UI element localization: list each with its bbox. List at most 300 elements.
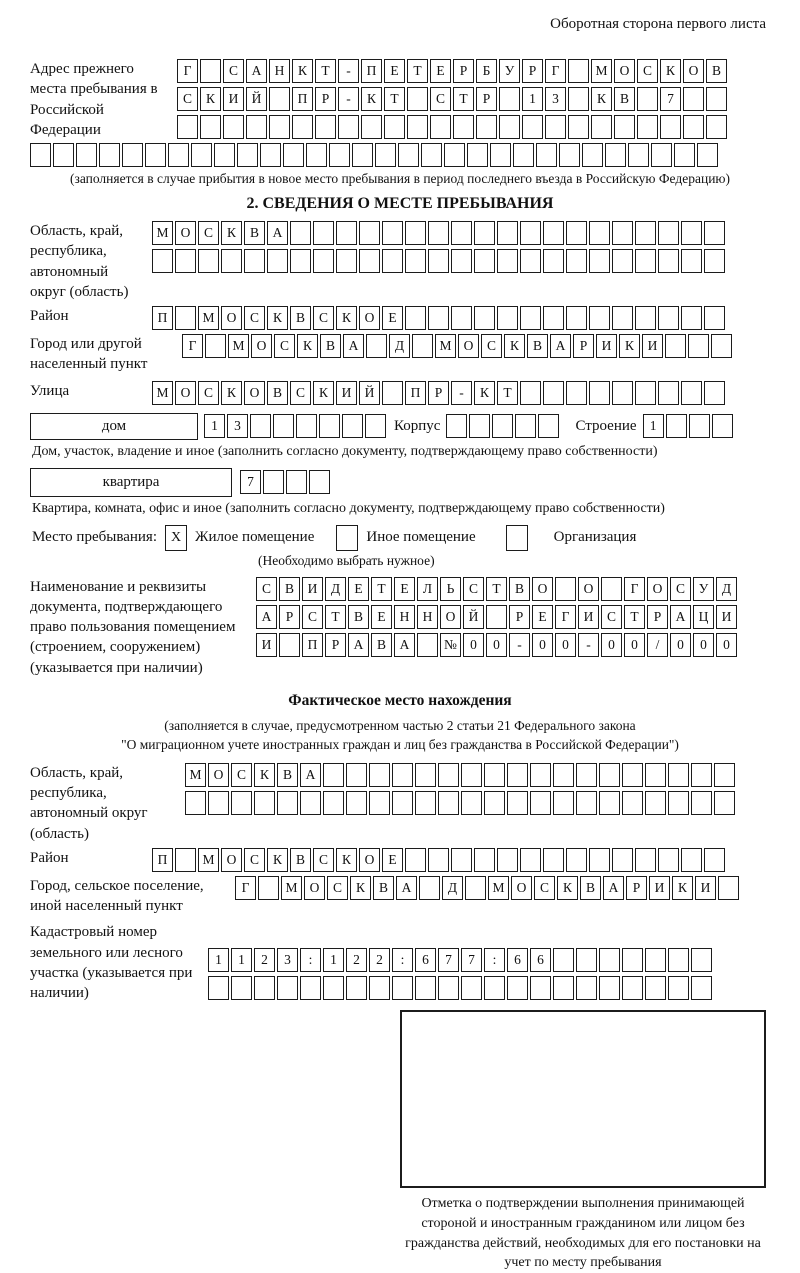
char-cell[interactable]: 1 <box>204 414 225 438</box>
char-cell[interactable] <box>231 791 252 815</box>
char-cell[interactable] <box>412 334 433 358</box>
char-cell[interactable] <box>221 249 242 273</box>
char-cell[interactable]: К <box>200 87 221 111</box>
char-cell[interactable] <box>263 470 284 494</box>
char-cell[interactable] <box>614 115 635 139</box>
char-cell[interactable]: Е <box>384 59 405 83</box>
char-cell[interactable] <box>668 763 689 787</box>
char-cell[interactable] <box>200 59 221 83</box>
char-cell[interactable] <box>338 115 359 139</box>
char-cell[interactable]: С <box>198 221 219 245</box>
char-cell[interactable] <box>599 791 620 815</box>
char-cell[interactable] <box>645 763 666 787</box>
char-cell[interactable]: Е <box>394 577 415 601</box>
char-cell[interactable] <box>277 976 298 1000</box>
char-cell[interactable]: О <box>304 876 325 900</box>
char-cell[interactable]: М <box>152 381 173 405</box>
char-cell[interactable]: А <box>603 876 624 900</box>
char-cell[interactable]: Д <box>442 876 463 900</box>
char-cell[interactable]: Е <box>532 605 553 629</box>
char-cell[interactable] <box>681 221 702 245</box>
char-cell[interactable]: И <box>578 605 599 629</box>
char-cell[interactable]: М <box>198 848 219 872</box>
char-cell[interactable] <box>292 115 313 139</box>
char-cell[interactable]: К <box>297 334 318 358</box>
char-cell[interactable] <box>691 976 712 1000</box>
char-cell[interactable] <box>254 791 275 815</box>
char-cell[interactable]: О <box>175 381 196 405</box>
char-cell[interactable] <box>704 306 725 330</box>
char-cell[interactable] <box>444 143 465 167</box>
char-cell[interactable]: Й <box>359 381 380 405</box>
char-cell[interactable] <box>313 249 334 273</box>
char-cell[interactable]: А <box>343 334 364 358</box>
char-cell[interactable] <box>582 143 603 167</box>
char-cell[interactable]: М <box>281 876 302 900</box>
char-cell[interactable]: М <box>591 59 612 83</box>
char-cell[interactable] <box>499 115 520 139</box>
char-cell[interactable] <box>568 59 589 83</box>
char-cell[interactable] <box>658 249 679 273</box>
char-cell[interactable] <box>382 221 403 245</box>
char-cell[interactable]: М <box>185 763 206 787</box>
char-cell[interactable]: М <box>228 334 249 358</box>
char-cell[interactable] <box>622 976 643 1000</box>
char-cell[interactable] <box>530 976 551 1000</box>
char-cell[interactable] <box>691 763 712 787</box>
char-cell[interactable] <box>392 791 413 815</box>
char-cell[interactable] <box>465 876 486 900</box>
char-cell[interactable]: А <box>246 59 267 83</box>
char-cell[interactable] <box>342 414 363 438</box>
char-cell[interactable] <box>428 848 449 872</box>
char-cell[interactable]: - <box>509 633 530 657</box>
char-cell[interactable] <box>513 143 534 167</box>
char-cell[interactable]: С <box>274 334 295 358</box>
char-cell[interactable] <box>53 143 74 167</box>
char-cell[interactable] <box>200 115 221 139</box>
char-cell[interactable] <box>175 249 196 273</box>
char-cell[interactable] <box>168 143 189 167</box>
char-cell[interactable] <box>601 577 622 601</box>
char-cell[interactable] <box>668 791 689 815</box>
char-cell[interactable] <box>405 848 426 872</box>
char-cell[interactable]: М <box>152 221 173 245</box>
char-cell[interactable] <box>499 87 520 111</box>
char-cell[interactable]: К <box>557 876 578 900</box>
char-cell[interactable] <box>254 976 275 1000</box>
char-cell[interactable] <box>484 976 505 1000</box>
char-cell[interactable] <box>250 414 271 438</box>
char-cell[interactable]: О <box>511 876 532 900</box>
char-cell[interactable] <box>415 763 436 787</box>
char-cell[interactable] <box>645 948 666 972</box>
char-cell[interactable]: С <box>670 577 691 601</box>
char-cell[interactable]: К <box>474 381 495 405</box>
char-cell[interactable] <box>484 763 505 787</box>
char-cell[interactable] <box>635 221 656 245</box>
char-cell[interactable]: С <box>637 59 658 83</box>
char-cell[interactable] <box>366 334 387 358</box>
char-cell[interactable]: К <box>313 381 334 405</box>
char-cell[interactable] <box>323 763 344 787</box>
char-cell[interactable] <box>576 948 597 972</box>
char-cell[interactable] <box>428 249 449 273</box>
char-cell[interactable] <box>246 115 267 139</box>
char-cell[interactable] <box>352 143 373 167</box>
char-cell[interactable] <box>191 143 212 167</box>
char-cell[interactable]: 3 <box>545 87 566 111</box>
char-cell[interactable]: К <box>619 334 640 358</box>
char-cell[interactable] <box>658 848 679 872</box>
char-cell[interactable]: К <box>361 87 382 111</box>
char-cell[interactable] <box>520 306 541 330</box>
char-cell[interactable]: Р <box>626 876 647 900</box>
char-cell[interactable]: Д <box>389 334 410 358</box>
char-cell[interactable] <box>438 791 459 815</box>
char-cell[interactable]: О <box>251 334 272 358</box>
char-cell[interactable]: С <box>313 848 334 872</box>
char-cell[interactable] <box>309 470 330 494</box>
char-cell[interactable] <box>612 306 633 330</box>
char-cell[interactable]: Т <box>407 59 428 83</box>
char-cell[interactable] <box>405 221 426 245</box>
char-cell[interactable]: К <box>267 848 288 872</box>
char-cell[interactable]: А <box>348 633 369 657</box>
char-cell[interactable]: П <box>152 306 173 330</box>
char-cell[interactable]: М <box>488 876 509 900</box>
char-cell[interactable] <box>589 249 610 273</box>
char-cell[interactable] <box>430 115 451 139</box>
char-cell[interactable] <box>568 87 589 111</box>
char-cell[interactable]: Е <box>382 306 403 330</box>
char-cell[interactable]: П <box>152 848 173 872</box>
char-cell[interactable] <box>300 976 321 1000</box>
char-cell[interactable] <box>576 976 597 1000</box>
char-cell[interactable] <box>612 249 633 273</box>
char-cell[interactable] <box>438 763 459 787</box>
char-cell[interactable] <box>714 791 735 815</box>
char-cell[interactable]: В <box>371 633 392 657</box>
char-cell[interactable] <box>599 976 620 1000</box>
char-cell[interactable] <box>688 334 709 358</box>
char-cell[interactable] <box>691 791 712 815</box>
char-cell[interactable] <box>612 848 633 872</box>
char-cell[interactable] <box>415 791 436 815</box>
char-cell[interactable]: П <box>405 381 426 405</box>
char-cell[interactable] <box>520 249 541 273</box>
char-cell[interactable]: Е <box>430 59 451 83</box>
char-cell[interactable] <box>490 143 511 167</box>
char-cell[interactable]: Р <box>428 381 449 405</box>
char-cell[interactable]: К <box>660 59 681 83</box>
char-cell[interactable]: 3 <box>277 948 298 972</box>
char-cell[interactable]: / <box>647 633 668 657</box>
char-cell[interactable]: 7 <box>240 470 261 494</box>
char-cell[interactable]: О <box>683 59 704 83</box>
char-cell[interactable]: Р <box>279 605 300 629</box>
char-cell[interactable] <box>474 221 495 245</box>
char-cell[interactable]: С <box>223 59 244 83</box>
char-cell[interactable]: К <box>504 334 525 358</box>
char-cell[interactable]: С <box>302 605 323 629</box>
char-cell[interactable]: Б <box>476 59 497 83</box>
char-cell[interactable]: К <box>267 306 288 330</box>
char-cell[interactable]: В <box>320 334 341 358</box>
char-cell[interactable]: Т <box>453 87 474 111</box>
char-cell[interactable]: И <box>695 876 716 900</box>
char-cell[interactable]: Л <box>417 577 438 601</box>
char-cell[interactable]: С <box>290 381 311 405</box>
char-cell[interactable] <box>683 115 704 139</box>
char-cell[interactable]: И <box>649 876 670 900</box>
char-cell[interactable] <box>290 249 311 273</box>
char-cell[interactable] <box>359 249 380 273</box>
char-cell[interactable]: А <box>267 221 288 245</box>
char-cell[interactable]: К <box>292 59 313 83</box>
char-cell[interactable] <box>177 115 198 139</box>
char-cell[interactable]: А <box>394 633 415 657</box>
char-cell[interactable] <box>476 115 497 139</box>
char-cell[interactable] <box>474 848 495 872</box>
char-cell[interactable]: 0 <box>693 633 714 657</box>
char-cell[interactable] <box>637 115 658 139</box>
char-cell[interactable] <box>152 249 173 273</box>
char-cell[interactable]: Г <box>555 605 576 629</box>
char-cell[interactable] <box>231 976 252 1000</box>
char-cell[interactable] <box>507 763 528 787</box>
char-cell[interactable]: 2 <box>346 948 367 972</box>
char-cell[interactable] <box>576 791 597 815</box>
char-cell[interactable] <box>530 791 551 815</box>
char-cell[interactable]: Н <box>394 605 415 629</box>
char-cell[interactable] <box>712 414 733 438</box>
char-cell[interactable] <box>384 115 405 139</box>
char-cell[interactable] <box>538 414 559 438</box>
char-cell[interactable]: 1 <box>522 87 543 111</box>
char-cell[interactable] <box>359 221 380 245</box>
char-cell[interactable]: 7 <box>461 948 482 972</box>
char-cell[interactable]: С <box>231 763 252 787</box>
char-cell[interactable] <box>269 115 290 139</box>
char-cell[interactable] <box>382 381 403 405</box>
char-cell[interactable]: Й <box>246 87 267 111</box>
checkbox-zhiloe[interactable]: X <box>165 525 187 551</box>
char-cell[interactable]: С <box>430 87 451 111</box>
char-cell[interactable] <box>369 763 390 787</box>
char-cell[interactable] <box>589 381 610 405</box>
char-cell[interactable]: И <box>302 577 323 601</box>
char-cell[interactable] <box>660 115 681 139</box>
char-cell[interactable] <box>185 791 206 815</box>
char-cell[interactable] <box>522 115 543 139</box>
char-cell[interactable] <box>451 848 472 872</box>
char-cell[interactable] <box>375 143 396 167</box>
char-cell[interactable] <box>346 763 367 787</box>
char-cell[interactable]: 0 <box>463 633 484 657</box>
char-cell[interactable] <box>313 221 334 245</box>
char-cell[interactable] <box>666 414 687 438</box>
char-cell[interactable] <box>637 87 658 111</box>
char-cell[interactable] <box>237 143 258 167</box>
char-cell[interactable]: Т <box>371 577 392 601</box>
char-cell[interactable]: 0 <box>486 633 507 657</box>
char-cell[interactable]: С <box>244 306 265 330</box>
char-cell[interactable]: В <box>527 334 548 358</box>
char-cell[interactable] <box>319 414 340 438</box>
char-cell[interactable] <box>392 976 413 1000</box>
char-cell[interactable]: Ь <box>440 577 461 601</box>
char-cell[interactable]: И <box>642 334 663 358</box>
char-cell[interactable]: - <box>338 59 359 83</box>
char-cell[interactable]: Д <box>716 577 737 601</box>
char-cell[interactable] <box>346 791 367 815</box>
char-cell[interactable] <box>658 381 679 405</box>
char-cell[interactable] <box>530 763 551 787</box>
char-cell[interactable]: Р <box>315 87 336 111</box>
char-cell[interactable] <box>566 221 587 245</box>
char-cell[interactable] <box>543 848 564 872</box>
char-cell[interactable] <box>461 791 482 815</box>
char-cell[interactable]: К <box>350 876 371 900</box>
char-cell[interactable]: В <box>267 381 288 405</box>
char-cell[interactable]: В <box>373 876 394 900</box>
char-cell[interactable] <box>635 249 656 273</box>
char-cell[interactable]: И <box>256 633 277 657</box>
char-cell[interactable]: : <box>484 948 505 972</box>
char-cell[interactable]: И <box>596 334 617 358</box>
char-cell[interactable] <box>658 306 679 330</box>
char-cell[interactable]: Р <box>573 334 594 358</box>
char-cell[interactable] <box>269 87 290 111</box>
char-cell[interactable]: К <box>591 87 612 111</box>
char-cell[interactable] <box>467 143 488 167</box>
char-cell[interactable]: С <box>601 605 622 629</box>
char-cell[interactable] <box>665 334 686 358</box>
char-cell[interactable] <box>622 791 643 815</box>
char-cell[interactable]: А <box>550 334 571 358</box>
char-cell[interactable] <box>599 763 620 787</box>
char-cell[interactable] <box>651 143 672 167</box>
char-cell[interactable] <box>392 763 413 787</box>
char-cell[interactable]: В <box>244 221 265 245</box>
char-cell[interactable] <box>315 115 336 139</box>
char-cell[interactable] <box>507 976 528 1000</box>
char-cell[interactable]: С <box>256 577 277 601</box>
char-cell[interactable]: О <box>578 577 599 601</box>
char-cell[interactable] <box>704 249 725 273</box>
char-cell[interactable]: В <box>348 605 369 629</box>
char-cell[interactable] <box>566 306 587 330</box>
char-cell[interactable]: 0 <box>716 633 737 657</box>
char-cell[interactable] <box>622 763 643 787</box>
char-cell[interactable]: 3 <box>227 414 248 438</box>
char-cell[interactable] <box>421 143 442 167</box>
char-cell[interactable]: П <box>361 59 382 83</box>
char-cell[interactable]: - <box>338 87 359 111</box>
char-cell[interactable]: В <box>279 577 300 601</box>
char-cell[interactable]: С <box>534 876 555 900</box>
char-cell[interactable]: 1 <box>643 414 664 438</box>
char-cell[interactable] <box>566 381 587 405</box>
char-cell[interactable] <box>283 143 304 167</box>
char-cell[interactable] <box>461 763 482 787</box>
char-cell[interactable] <box>407 115 428 139</box>
char-cell[interactable] <box>589 848 610 872</box>
char-cell[interactable] <box>497 306 518 330</box>
char-cell[interactable]: П <box>292 87 313 111</box>
char-cell[interactable] <box>428 306 449 330</box>
char-cell[interactable]: И <box>716 605 737 629</box>
char-cell[interactable]: : <box>392 948 413 972</box>
char-cell[interactable]: Г <box>235 876 256 900</box>
checkbox-inoe[interactable] <box>336 525 358 551</box>
char-cell[interactable] <box>681 381 702 405</box>
char-cell[interactable] <box>612 221 633 245</box>
char-cell[interactable]: В <box>580 876 601 900</box>
char-cell[interactable]: Г <box>624 577 645 601</box>
char-cell[interactable] <box>286 470 307 494</box>
char-cell[interactable]: Т <box>486 577 507 601</box>
char-cell[interactable] <box>566 848 587 872</box>
char-cell[interactable]: В <box>277 763 298 787</box>
char-cell[interactable] <box>520 221 541 245</box>
char-cell[interactable]: Г <box>182 334 203 358</box>
char-cell[interactable]: М <box>198 306 219 330</box>
char-cell[interactable]: С <box>198 381 219 405</box>
char-cell[interactable]: М <box>435 334 456 358</box>
char-cell[interactable] <box>398 143 419 167</box>
char-cell[interactable] <box>718 876 739 900</box>
char-cell[interactable] <box>681 306 702 330</box>
char-cell[interactable]: О <box>440 605 461 629</box>
char-cell[interactable] <box>704 221 725 245</box>
char-cell[interactable] <box>417 633 438 657</box>
char-cell[interactable]: 1 <box>208 948 229 972</box>
char-cell[interactable]: К <box>336 306 357 330</box>
char-cell[interactable] <box>515 414 536 438</box>
char-cell[interactable]: С <box>463 577 484 601</box>
char-cell[interactable]: Н <box>269 59 290 83</box>
char-cell[interactable]: О <box>244 381 265 405</box>
char-cell[interactable]: 1 <box>231 948 252 972</box>
char-cell[interactable]: Н <box>417 605 438 629</box>
char-cell[interactable] <box>628 143 649 167</box>
char-cell[interactable] <box>520 848 541 872</box>
char-cell[interactable] <box>419 876 440 900</box>
char-cell[interactable] <box>486 605 507 629</box>
char-cell[interactable] <box>198 249 219 273</box>
char-cell[interactable] <box>306 143 327 167</box>
char-cell[interactable] <box>543 381 564 405</box>
char-cell[interactable] <box>576 763 597 787</box>
char-cell[interactable] <box>300 791 321 815</box>
char-cell[interactable]: № <box>440 633 461 657</box>
char-cell[interactable] <box>223 115 244 139</box>
char-cell[interactable]: О <box>221 306 242 330</box>
char-cell[interactable]: 2 <box>369 948 390 972</box>
char-cell[interactable] <box>428 221 449 245</box>
char-cell[interactable] <box>635 848 656 872</box>
char-cell[interactable] <box>555 577 576 601</box>
char-cell[interactable]: П <box>302 633 323 657</box>
char-cell[interactable]: С <box>313 306 334 330</box>
char-cell[interactable]: Г <box>177 59 198 83</box>
char-cell[interactable] <box>553 791 574 815</box>
char-cell[interactable] <box>122 143 143 167</box>
char-cell[interactable] <box>277 791 298 815</box>
char-cell[interactable] <box>658 221 679 245</box>
